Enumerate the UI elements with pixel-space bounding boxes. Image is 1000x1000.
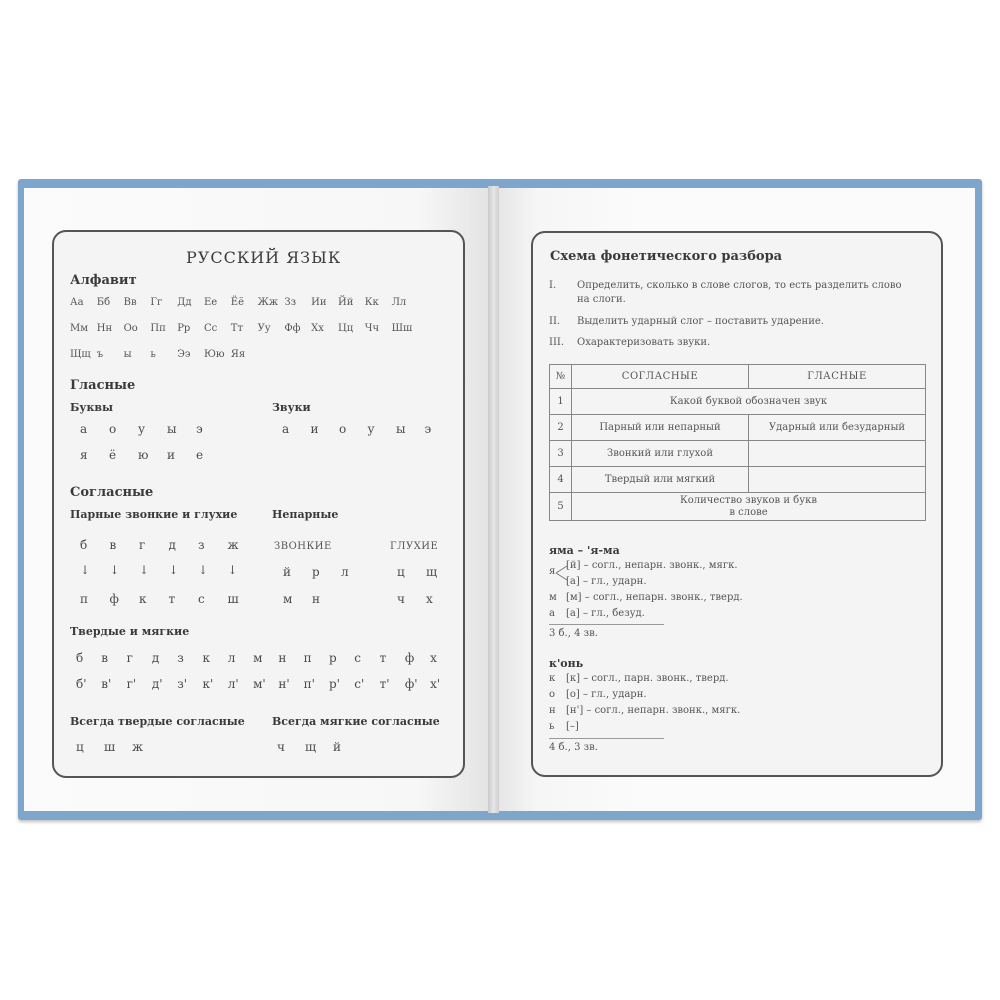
table-cell: Ударный или безударный: [749, 415, 926, 441]
letter-cell: Дд: [177, 297, 192, 308]
example-1-word: яма – 'я-ма: [549, 544, 620, 557]
letter-cell: ↓: [198, 563, 209, 577]
letter-cell: з: [177, 651, 184, 665]
table-cell: [749, 467, 926, 493]
letter-cell: к: [139, 592, 147, 606]
letter-cell: Цц: [337, 323, 354, 334]
letter-cell: р': [328, 677, 340, 691]
alphabet-row-2: [70, 323, 418, 334]
letter-cell: т: [168, 592, 176, 606]
example-1-sound-1: [й] – согл., непарн. звонк., мягк.: [566, 560, 738, 571]
letter-cell: ↓: [109, 563, 120, 577]
table-cell-line: в слове: [729, 506, 768, 518]
letter-cell: ы: [167, 422, 177, 436]
letter-cell: Нн: [96, 323, 113, 334]
letter-cell: ф: [404, 651, 415, 665]
soft-consonants-row: [76, 677, 455, 691]
letter-cell: ь: [150, 349, 156, 360]
letter-cell: з': [177, 677, 188, 691]
alphabet-row-3: [70, 349, 258, 360]
letter-cell: Бб: [96, 297, 111, 308]
letter-cell: б: [80, 538, 88, 552]
letter-cell: х: [426, 592, 433, 606]
vowels-heading: Гласные: [70, 378, 136, 393]
table-cell: Твердый или мягкий: [572, 467, 749, 493]
letter-cell: Йй: [337, 297, 354, 308]
example-1-sound-4: [а] – гл., безуд.: [566, 608, 645, 619]
letter-cell: о: [339, 422, 347, 436]
letter-cell: д': [151, 677, 163, 691]
row-number: 1: [550, 389, 572, 415]
table-cell: Какой буквой обозначен звук: [572, 389, 926, 415]
letter-cell: ц: [397, 565, 405, 579]
col-consonants-header: СОГЛАСНЫЕ: [572, 365, 749, 389]
letter-cell: Ёё: [230, 297, 244, 308]
letter-cell: Сс: [203, 323, 218, 334]
letter-cell: о: [109, 422, 117, 436]
letters-label: Буквы: [70, 401, 114, 414]
letter-cell: н': [278, 677, 290, 691]
letter-cell: п: [303, 651, 312, 665]
letter-cell: Хх: [311, 323, 324, 334]
letter-cell: б': [76, 677, 87, 691]
letter-cell: ч: [397, 592, 405, 606]
letter-cell: ю: [138, 448, 149, 462]
letter-cell: ↓: [227, 563, 238, 577]
example-2-letter-2: о: [549, 689, 556, 700]
letter-cell: к: [202, 651, 210, 665]
sounds-label: Звуки: [272, 401, 311, 414]
example-1-sound-3: [м] – согл., непарн. звонк., тверд.: [566, 592, 743, 603]
letter-cell: Щщ: [70, 349, 91, 360]
letter-cell: ж: [132, 740, 144, 754]
letter-cell: ↓: [80, 563, 91, 577]
example-1-total: 3 б., 4 зв.: [549, 628, 598, 639]
letter-cell: л: [341, 565, 349, 579]
letter-cell: Жж: [257, 297, 279, 308]
letter-cell: Ии: [311, 297, 327, 308]
paired-arrows-row: [80, 563, 257, 577]
letter-cell: р: [328, 651, 337, 665]
always-hard-row: [76, 740, 160, 754]
letter-cell: г': [126, 677, 137, 691]
left-panel: [52, 230, 465, 778]
phonetic-scheme-title: Схема фонетического разбора: [550, 249, 783, 264]
letter-cell: с: [354, 651, 361, 665]
page-title: РУССКИЙ ЯЗЫК: [186, 248, 342, 267]
letter-cell: Пп: [150, 323, 166, 334]
letter-cell: ш: [227, 592, 239, 606]
example-1-divider: [549, 624, 664, 625]
row-number: 5: [550, 493, 572, 521]
letter-cell: Шш: [391, 323, 413, 334]
letter-cell: ы: [123, 349, 132, 360]
voiceless-caps-label: ГЛУХИЕ: [390, 541, 439, 552]
example-1-letter-1: я: [549, 566, 556, 577]
letter-cell: Аа: [70, 297, 84, 308]
hard-consonants-row: [76, 651, 455, 665]
letter-cell: б: [76, 651, 84, 665]
letter-cell: Зз: [284, 297, 297, 308]
letter-cell: ъ: [96, 349, 104, 360]
letter-cell: г: [139, 538, 146, 552]
letter-cell: р: [312, 565, 320, 579]
always-hard-label: Всегда твердые согласные: [70, 715, 245, 728]
step-2-number: II.: [549, 316, 561, 327]
letter-cell: в: [109, 538, 117, 552]
example-2-sound-3: [н'] – согл., непарн. звонк., мягк.: [566, 705, 741, 716]
step-2-text: Выделить ударный слог – поставить ударение.: [577, 316, 824, 327]
paired-label: Парные звонкие и глухие: [70, 508, 238, 521]
table-cell: [749, 441, 926, 467]
table-row: [550, 389, 926, 415]
letter-cell: ц: [76, 740, 84, 754]
step-1-text: Определить, сколько в слове слогов, то есть разделить слово: [577, 280, 902, 291]
letter-cell: у: [367, 422, 375, 436]
letter-cell: э: [196, 422, 203, 436]
example-2-letter-3: н: [549, 705, 556, 716]
example-2-total: 4 б., 3 зв.: [549, 742, 598, 753]
example-1-letter-4: а: [549, 608, 555, 619]
letter-cell: э: [424, 422, 432, 436]
letter-cell: д: [151, 651, 160, 665]
unpaired-voiceless-row-2: [397, 592, 455, 606]
letter-cell: у: [138, 422, 146, 436]
letter-cell: м': [253, 677, 266, 691]
letter-cell: с: [198, 592, 205, 606]
hard-soft-heading: Твердые и мягкие: [70, 625, 190, 638]
letter-cell: ё: [109, 448, 117, 462]
letter-cell: и: [310, 422, 319, 436]
example-2-divider: [549, 738, 664, 739]
letter-cell: щ: [426, 565, 438, 579]
voiced-caps-label: ЗВОНКИЕ: [274, 541, 332, 552]
letter-cell: н: [278, 651, 287, 665]
letter-cell: Юю: [203, 349, 225, 360]
letter-cell: с': [354, 677, 365, 691]
letter-cell: м: [283, 592, 293, 606]
unpaired-voiced-row-2: [283, 592, 341, 606]
example-2-letter-1: к: [549, 673, 556, 684]
table-header-row: [550, 365, 926, 389]
table-cell-line: Количество звуков и букв: [680, 494, 817, 506]
letter-cell: г: [126, 651, 133, 665]
letter-cell: к': [202, 677, 214, 691]
letter-cell: Тт: [230, 323, 243, 334]
letter-cell: Ее: [203, 297, 218, 308]
col-number-header: №: [550, 365, 572, 389]
letter-cell: в': [101, 677, 112, 691]
letter-cell: Лл: [391, 297, 407, 308]
letter-cell: ф: [109, 592, 119, 606]
book-gutter: [488, 186, 499, 813]
example-2-sound-1: [к] – согл., парн. звонк., тверд.: [566, 673, 729, 684]
letter-cell: Фф: [284, 323, 301, 334]
consonants-heading: Согласные: [70, 485, 154, 500]
step-1-continuation: на слоги.: [577, 294, 626, 305]
table-row: [550, 441, 926, 467]
table-row: [550, 467, 926, 493]
letter-cell: ↓: [168, 563, 179, 577]
always-soft-row: [277, 740, 361, 754]
letter-cell: т': [379, 677, 390, 691]
letter-cell: а: [282, 422, 290, 436]
letter-cell: т: [379, 651, 387, 665]
alphabet-row-1: [70, 297, 418, 308]
letter-cell: Мм: [70, 323, 89, 334]
row-number: 4: [550, 467, 572, 493]
split-bracket-icon: [555, 563, 569, 583]
letter-cell: ш: [104, 740, 116, 754]
letter-cell: ч: [277, 740, 285, 754]
voiceless-row: [80, 592, 257, 606]
letter-cell: х': [430, 677, 441, 691]
letter-cell: л: [227, 651, 236, 665]
letter-cell: Чч: [364, 323, 380, 334]
letter-cell: Оо: [123, 323, 138, 334]
voiced-row: [80, 538, 257, 552]
vowel-letters-row-1: [80, 422, 225, 436]
unpaired-voiced-row-1: [283, 565, 370, 579]
letter-cell: ж: [227, 538, 239, 552]
alphabet-heading: Алфавит: [70, 273, 137, 288]
unpaired-label: Непарные: [272, 508, 339, 521]
letter-cell: Гг: [150, 297, 163, 308]
letter-cell: л': [227, 677, 239, 691]
letter-cell: щ: [305, 740, 317, 754]
unpaired-voiceless-row-1: [397, 565, 455, 579]
example-2-letter-4: ь: [549, 721, 555, 732]
letter-cell: ↓: [139, 563, 150, 577]
letter-cell: п': [303, 677, 315, 691]
letter-cell: й: [283, 565, 291, 579]
example-1-sound-2: [а] – гл., ударн.: [566, 576, 647, 587]
step-3-text: Охарактеризовать звуки.: [577, 337, 711, 348]
letter-cell: а: [80, 422, 88, 436]
letter-cell: Ээ: [177, 349, 191, 360]
letter-cell: Кк: [364, 297, 379, 308]
table-cell: [572, 493, 926, 521]
vowel-letters-row-2: [80, 448, 225, 462]
letter-cell: Яя: [230, 349, 246, 360]
table-cell: Парный или непарный: [572, 415, 749, 441]
example-2-sound-4: [–]: [566, 721, 579, 732]
letter-cell: в: [101, 651, 109, 665]
letter-cell: п: [80, 592, 88, 606]
example-2-sound-2: [о] – гл., ударн.: [566, 689, 647, 700]
letter-cell: ф': [404, 677, 418, 691]
vowel-sounds-row: [282, 422, 453, 436]
letter-cell: я: [80, 448, 88, 462]
row-number: 2: [550, 415, 572, 441]
letter-cell: е: [196, 448, 204, 462]
letter-cell: м: [253, 651, 263, 665]
letter-cell: Рр: [177, 323, 191, 334]
phonetic-table: [549, 364, 926, 521]
table-row: [550, 493, 926, 521]
table-row: [550, 415, 926, 441]
always-soft-label: Всегда мягкие согласные: [272, 715, 440, 728]
letter-cell: х: [430, 651, 437, 665]
step-3-number: III.: [549, 337, 565, 348]
col-vowels-header: ГЛАСНЫЕ: [749, 365, 926, 389]
example-2-word: к'онь: [549, 657, 584, 670]
letter-cell: Вв: [123, 297, 137, 308]
table-cell: Звонкий или глухой: [572, 441, 749, 467]
letter-cell: и: [167, 448, 175, 462]
letter-cell: й: [333, 740, 341, 754]
letter-cell: ы: [396, 422, 406, 436]
letter-cell: н: [312, 592, 320, 606]
row-number: 3: [550, 441, 572, 467]
letter-cell: д: [168, 538, 176, 552]
letter-cell: Уу: [257, 323, 271, 334]
step-1-number: I.: [549, 280, 557, 291]
letter-cell: з: [198, 538, 205, 552]
example-1-letter-3: м: [549, 592, 557, 603]
